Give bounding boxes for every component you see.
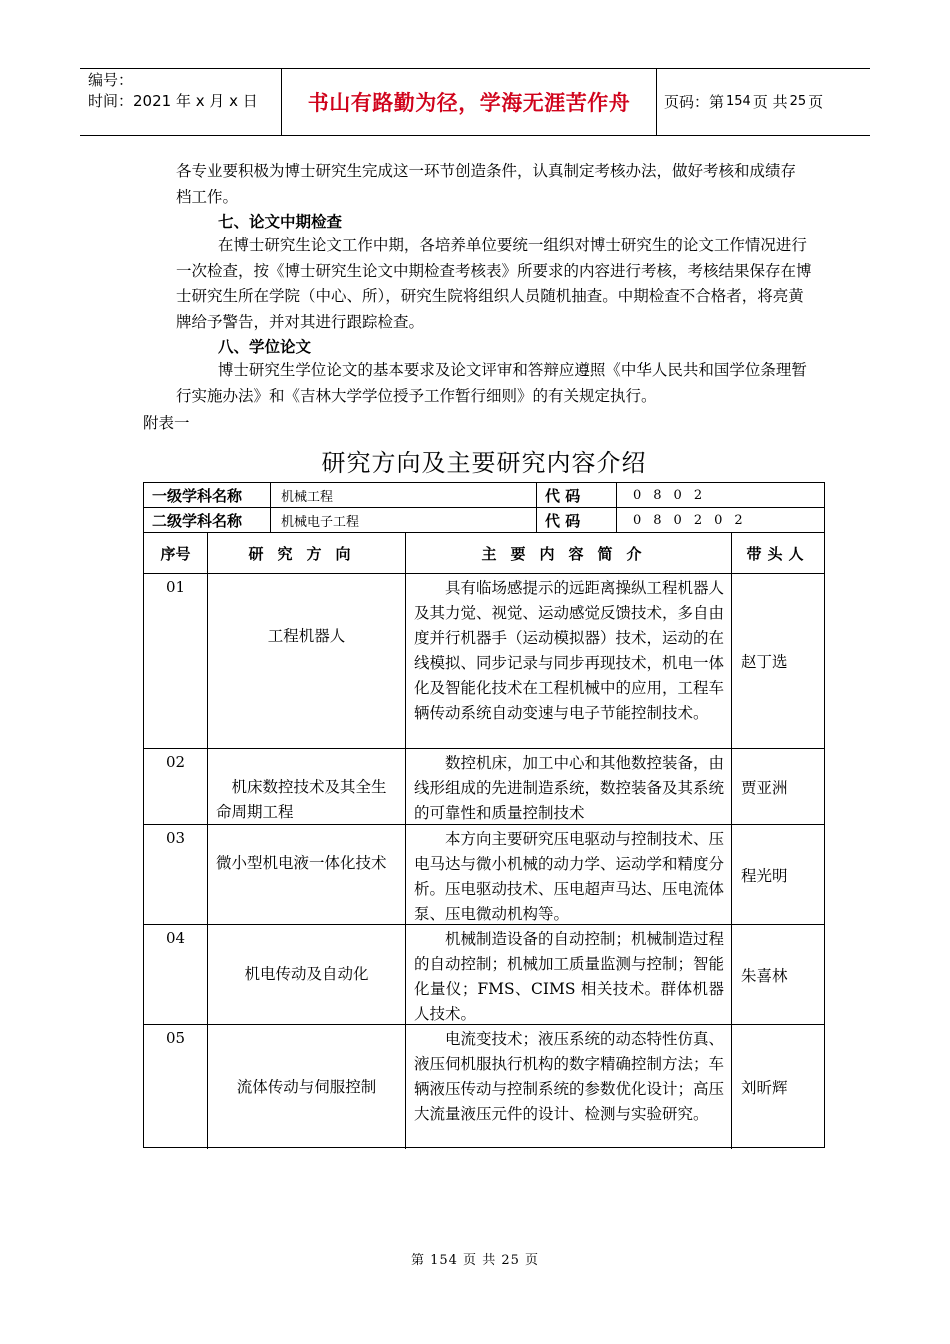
row-number: 01	[165, 578, 186, 596]
level1-label: 一级学科名称	[152, 486, 243, 505]
section-heading-7: 七、论文中期检查	[218, 213, 343, 231]
col-header-content: 主要内容简介	[405, 533, 731, 573]
col-header-no: 序号	[160, 544, 191, 563]
row-content: 本方向主要研究压电驱动与控制技术、压电马达与微小机械的动力学、运动学和精度分析。压电驱动技术、压电超声马达、压电流体泵、压电微动机构等。	[405, 825, 731, 924]
header-bottom-rule	[80, 135, 870, 136]
table-row	[144, 924, 824, 1024]
row-number: 04	[165, 929, 186, 947]
level2-value: 机械电子工程	[270, 508, 540, 532]
row-leader: 赵丁选	[731, 574, 824, 748]
row-content: 具有临场感提示的远距离操纵工程机器人及其力觉、视觉、运动感觉反馈技术，多自由度并行机器手（运动模拟器）技术，运动的在线模拟、同步记录与同步再现技术，机电一体化及智能化技术在工程机械中的应用，工程车辆传动系统自动变速与电子节能控制技术。	[405, 574, 731, 748]
table-row	[144, 573, 824, 748]
page-footer: 第 154 页 共 25 页	[410, 1253, 540, 1268]
row-direction: 机床数控技术及其全生命周期工程	[207, 749, 405, 824]
page-suffix: 页	[808, 93, 824, 111]
level1-code-label: 代 码	[536, 483, 616, 507]
level1-code: 0802	[616, 483, 824, 507]
row-content: 机械制造设备的自动控制；机械制造过程的自动控制；机械加工质量监测与控制；智能化量仪；FMS、CIMS 相关技术。群体机器人技术。	[405, 925, 731, 1024]
row-direction: 工程机器人	[207, 574, 405, 748]
time-label: 时间：2021 年 x 月 x 日	[88, 92, 258, 110]
page-total: 25	[789, 94, 807, 109]
row-leader: 刘昕辉	[731, 1025, 824, 1149]
table-row	[144, 1024, 824, 1149]
header-page-info	[664, 68, 823, 135]
table-row	[144, 748, 824, 824]
serial-label: 编号：	[88, 71, 134, 89]
col-header-direction: 研究方向	[207, 533, 405, 573]
row-content: 数控机床，加工中心和其他数控装备，由线形组成的先进制造系统，数控装备及其系统的可靠性和质量控制技术	[405, 749, 731, 824]
level2-code-label: 代 码	[536, 508, 616, 532]
row-leader: 程光明	[731, 825, 824, 924]
research-table	[143, 532, 825, 1148]
level2-label: 二级学科名称	[152, 511, 243, 530]
section-heading-8: 八、学位论文	[218, 338, 312, 356]
row-number: 05	[165, 1029, 186, 1047]
level2-info-row	[143, 507, 825, 533]
paragraph-thesis: 博士研究生学位论文的基本要求及论文评审和答辩应遵照《中华人民共和国学位条理暂行实施办法》和《吉林大学学位授予工作暂行细则》的有关规定执行。	[176, 361, 807, 405]
level2-code: 080202	[616, 508, 824, 532]
paragraph-midterm-check: 在博士研究生论文工作中期，各培养单位要统一组织对博士研究生的论文工作情况进行一次检查，按《博士研究生论文中期检查考核表》所要求的内容进行考核，考核结果保存在博士研究生所在学院（中心、所），研究生院将组织人员随机抽查。中期检查不合格者，将亮黄牌给予警告，并对其进行跟踪检查。	[176, 236, 812, 331]
header-divider	[656, 68, 657, 135]
page-mid: 页 共	[752, 93, 788, 111]
page-current: 154	[726, 94, 751, 109]
header-meta	[88, 70, 258, 112]
col-header-leader: 带头人	[731, 533, 824, 573]
level1-info-row	[143, 482, 825, 508]
row-number: 03	[165, 829, 186, 847]
row-leader: 朱喜林	[731, 925, 824, 1024]
row-number: 02	[165, 753, 186, 771]
level1-value: 机械工程	[270, 483, 540, 507]
table-title: 研究方向及主要研究内容介绍	[321, 449, 647, 477]
annex-label: 附表一	[143, 414, 190, 432]
row-direction: 流体传动与伺服控制	[207, 1025, 405, 1149]
row-direction: 微小型机电液一体化技术	[207, 825, 405, 924]
page-prefix: 页码：第	[664, 93, 725, 111]
row-leader: 贾亚洲	[731, 749, 824, 824]
row-direction: 机电传动及自动化	[207, 925, 405, 1024]
table-header-row	[144, 533, 824, 573]
table-row	[144, 824, 824, 924]
row-content: 电流变技术；液压系统的动态特性仿真、液压伺机服执行机构的数字精确控制方法；车辆液压传动与控制系统的参数优化设计；高压大流量液压元件的设计、检测与实验研究。	[405, 1025, 731, 1149]
header-motto: 书山有路勤为径，学海无涯苦作舟	[307, 90, 631, 115]
paragraph-assessment: 各专业要积极为博士研究生完成这一环节创造条件，认真制定考核办法，做好考核和成绩存档工作。	[176, 162, 797, 206]
